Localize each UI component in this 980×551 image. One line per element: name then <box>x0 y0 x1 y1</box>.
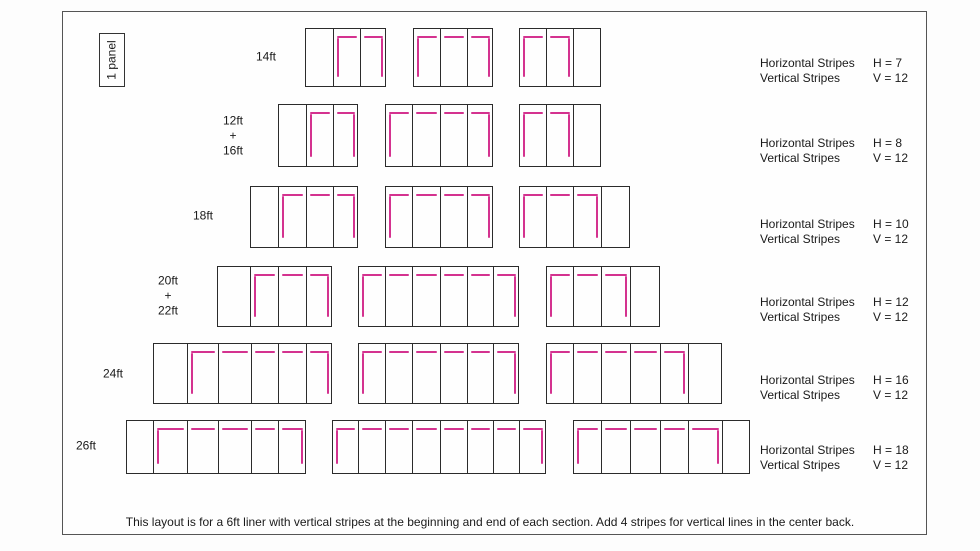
v-count: V = 12 <box>873 151 909 165</box>
panel-section <box>358 266 519 327</box>
h-count: H = 12 <box>873 295 909 309</box>
vertical-stripe <box>327 353 329 394</box>
stripe-count-12-16ft: Horizontal Stripes H = 8 Vertical Stripes V = 12 <box>760 136 909 165</box>
horizontal-stripe <box>577 351 598 353</box>
h-count: H = 10 <box>873 217 909 231</box>
panel-divider <box>251 344 252 403</box>
panel-section <box>305 28 386 87</box>
horizontal-stripe <box>497 428 516 430</box>
vertical-stripe <box>514 276 516 317</box>
horizontal-stripe <box>389 351 409 353</box>
panel-divider <box>306 267 307 326</box>
panel-divider <box>493 267 494 326</box>
horizontal-stripe <box>362 428 382 430</box>
panel-divider <box>440 344 441 403</box>
horizontal-stripe <box>416 351 437 353</box>
panel-divider <box>467 344 468 403</box>
horizontal-stripe <box>577 194 598 196</box>
v-count: V = 12 <box>873 232 909 246</box>
vertical-stripe <box>362 276 364 317</box>
panel-section <box>573 420 750 474</box>
panel-section <box>217 266 332 327</box>
panel-divider <box>660 344 661 403</box>
vertical-stripe <box>417 38 419 77</box>
stripe-count-24ft: Horizontal Stripes H = 16 Vertical Stripes V = 12 <box>760 373 909 402</box>
panel-divider <box>467 105 468 166</box>
horizontal-stripe <box>664 351 685 353</box>
horizontal-stripe <box>605 351 627 353</box>
horizontal-stripe <box>664 428 685 430</box>
horizontal-stripe <box>634 351 657 353</box>
panel-divider <box>601 187 602 247</box>
vertical-stripe <box>362 353 364 394</box>
horizontal-stripe <box>444 112 464 114</box>
panel-divider <box>250 267 251 326</box>
vertical-stripe <box>514 353 516 394</box>
panel-divider <box>546 105 547 166</box>
panel-divider <box>688 421 689 473</box>
horizontal-stripe <box>389 274 409 276</box>
stripe-count-20-22ft: Horizontal Stripes H = 12 Vertical Stripes V = 12 <box>760 295 909 324</box>
vertical-stripe <box>683 353 685 394</box>
horizontal-stripe <box>444 194 464 196</box>
horizontal-stripe <box>389 112 409 114</box>
horizontal-stripe <box>310 112 330 114</box>
vertical-stripe <box>336 430 338 464</box>
panel-section <box>519 28 601 87</box>
horizontal-stripe <box>471 351 490 353</box>
panel-divider <box>573 29 574 86</box>
horizontal-stripe <box>471 274 490 276</box>
horizontal-stripe <box>362 274 382 276</box>
panel-divider <box>187 421 188 473</box>
panel-section <box>153 343 332 404</box>
horizontal-stripe <box>191 428 215 430</box>
panel-section <box>546 266 660 327</box>
horizontal-stripe <box>416 194 437 196</box>
panel-section <box>546 343 722 404</box>
panel-divider <box>218 344 219 403</box>
panel-section <box>332 420 546 474</box>
panel-divider <box>278 267 279 326</box>
panel-divider <box>187 344 188 403</box>
row-label-18ft: 18ft <box>192 208 214 223</box>
horizontal-stripe <box>577 274 598 276</box>
panel-divider <box>630 267 631 326</box>
horizontal-stripe <box>416 274 437 276</box>
panel-divider <box>573 187 574 247</box>
stripe-count-26ft: Horizontal Stripes H = 18 Vertical Stripes V = 12 <box>760 443 909 472</box>
panel-legend-text: 1 panel <box>105 40 119 80</box>
horizontal-stripe <box>222 351 248 353</box>
panel-divider <box>601 267 602 326</box>
horizontal-stripe <box>577 428 598 430</box>
panel-divider <box>385 344 386 403</box>
panel-divider <box>385 421 386 473</box>
vertical-stripe <box>337 38 339 77</box>
horizontal-stripe <box>255 428 275 430</box>
h-count: H = 18 <box>873 443 909 457</box>
vertical-stripe <box>596 196 598 238</box>
row-label-20-22ft: 20ft + 22ft <box>157 273 179 318</box>
horizontal-stripe <box>191 351 215 353</box>
vertical-stripe <box>550 353 552 394</box>
h-count: H = 8 <box>873 136 903 150</box>
panel-divider <box>722 421 723 473</box>
vertical-stripe <box>389 114 391 157</box>
horizontal-stripe <box>416 112 437 114</box>
vertical-stripe <box>157 430 159 464</box>
row-label-24ft: 24ft <box>102 366 124 381</box>
panel-divider <box>333 105 334 166</box>
stripe-count-18ft: Horizontal Stripes H = 10 Vertical Stripes V = 12 <box>760 217 909 246</box>
horizontal-stripe <box>550 112 570 114</box>
vertical-stripe <box>381 38 383 77</box>
vertical-stripe <box>523 196 525 238</box>
horizontal-stripe <box>605 428 627 430</box>
panel-divider <box>467 421 468 473</box>
horizontal-stripe <box>550 351 570 353</box>
v-count: V = 12 <box>873 310 909 324</box>
panel-divider <box>278 421 279 473</box>
horizontal-stripe <box>389 428 409 430</box>
panel-section <box>278 104 358 167</box>
panel-divider <box>467 29 468 86</box>
horizontal-stripe <box>362 351 382 353</box>
vertical-stripe <box>625 276 627 317</box>
v-count: V = 12 <box>873 388 909 402</box>
horizontal-stripe <box>550 194 570 196</box>
horizontal-stripe <box>444 274 464 276</box>
vertical-stripe <box>254 276 256 317</box>
panel-divider <box>493 344 494 403</box>
vertical-stripe <box>550 276 552 317</box>
horizontal-stripe <box>282 194 303 196</box>
panel-divider <box>360 29 361 86</box>
panel-divider <box>440 267 441 326</box>
horizontal-stripe <box>282 351 303 353</box>
vertical-stripe <box>488 38 490 77</box>
panel-divider <box>546 29 547 86</box>
panel-divider <box>467 267 468 326</box>
horizontal-stripe <box>444 36 464 38</box>
vertical-stripe <box>568 114 570 157</box>
panel-divider <box>519 421 520 473</box>
panel-divider <box>601 421 602 473</box>
row-label-26ft: 26ft <box>75 438 97 453</box>
panel-divider <box>358 421 359 473</box>
panel-divider <box>630 344 631 403</box>
horizontal-stripe <box>550 36 570 38</box>
panel-divider <box>412 344 413 403</box>
panel-divider <box>278 344 279 403</box>
panel-divider <box>660 421 661 473</box>
horizontal-stripe <box>336 428 355 430</box>
panel-divider <box>412 187 413 247</box>
horizontal-stripe <box>337 36 357 38</box>
horizontal-stripe <box>634 428 657 430</box>
vertical-stripe <box>577 430 579 464</box>
stripe-count-14ft: Horizontal Stripes H = 7 Vertical Stripes V = 12 <box>760 56 909 85</box>
vertical-stripe <box>353 114 355 157</box>
row-label-12-16ft: 12ft + 16ft <box>222 113 244 158</box>
vertical-stripe <box>191 353 193 394</box>
horizontal-stripe <box>282 274 303 276</box>
vertical-stripe <box>327 276 329 317</box>
panel-divider <box>251 421 252 473</box>
horizontal-stripe <box>692 428 719 430</box>
vertical-stripe <box>568 38 570 77</box>
horizontal-stripe <box>157 428 184 430</box>
panel-divider <box>440 105 441 166</box>
panel-divider <box>333 187 334 247</box>
panel-divider <box>601 344 602 403</box>
panel-divider <box>385 267 386 326</box>
panel-divider <box>440 187 441 247</box>
row-label-14ft: 14ft <box>255 49 277 64</box>
panel-section <box>385 186 493 248</box>
vertical-stripe <box>488 114 490 157</box>
panel-section <box>385 104 493 167</box>
panel-divider <box>467 187 468 247</box>
horizontal-stripe <box>416 428 437 430</box>
vertical-stripe <box>310 114 312 157</box>
panel-divider <box>573 344 574 403</box>
vertical-stripe <box>488 196 490 238</box>
horizontal-stripe <box>282 428 303 430</box>
horizontal-stripe <box>389 194 409 196</box>
vertical-stripe <box>282 196 284 238</box>
horizontal-stripe <box>254 274 275 276</box>
panel-legend <box>99 33 125 87</box>
panel-divider <box>278 187 279 247</box>
panel-divider <box>630 421 631 473</box>
panel-divider <box>573 105 574 166</box>
panel-section <box>250 186 358 248</box>
horizontal-stripe <box>444 428 464 430</box>
panel-divider <box>573 267 574 326</box>
vertical-stripe <box>523 38 525 77</box>
panel-section <box>519 104 601 167</box>
panel-section <box>358 343 519 404</box>
horizontal-stripe <box>444 351 464 353</box>
horizontal-stripe <box>222 428 248 430</box>
h-count: H = 16 <box>873 373 909 387</box>
panel-divider <box>306 187 307 247</box>
vertical-stripe <box>541 430 543 464</box>
horizontal-stripe <box>605 274 627 276</box>
panel-divider <box>412 105 413 166</box>
vertical-stripe <box>717 430 719 464</box>
panel-divider <box>493 421 494 473</box>
panel-divider <box>688 344 689 403</box>
horizontal-stripe <box>310 194 330 196</box>
horizontal-stripe <box>255 351 275 353</box>
v-count: V = 12 <box>873 71 909 85</box>
vertical-stripe <box>523 114 525 157</box>
vertical-stripe <box>389 196 391 238</box>
footer-note: This layout is for a 6ft liner with vertical stripes at the beginning and end of each section. Add 4 stripes for vertical lines in the center back. <box>125 515 855 529</box>
horizontal-stripe <box>523 112 543 114</box>
horizontal-stripe <box>471 428 490 430</box>
panel-divider <box>306 105 307 166</box>
panel-divider <box>412 267 413 326</box>
panel-section <box>126 420 306 474</box>
panel-divider <box>218 421 219 473</box>
panel-divider <box>306 344 307 403</box>
horizontal-stripe <box>550 274 570 276</box>
panel-divider <box>412 421 413 473</box>
panel-divider <box>333 29 334 86</box>
panel-divider <box>440 29 441 86</box>
v-count: V = 12 <box>873 458 909 472</box>
panel-divider <box>153 421 154 473</box>
h-count: H = 7 <box>873 56 903 70</box>
vertical-stripe <box>353 196 355 238</box>
panel-divider <box>546 187 547 247</box>
panel-divider <box>440 421 441 473</box>
panel-section <box>519 186 630 248</box>
panel-section <box>413 28 493 87</box>
horizontal-stripe <box>523 194 543 196</box>
horizontal-stripe <box>523 36 543 38</box>
horizontal-stripe <box>523 428 543 430</box>
vertical-stripe <box>301 430 303 464</box>
horizontal-stripe <box>417 36 437 38</box>
